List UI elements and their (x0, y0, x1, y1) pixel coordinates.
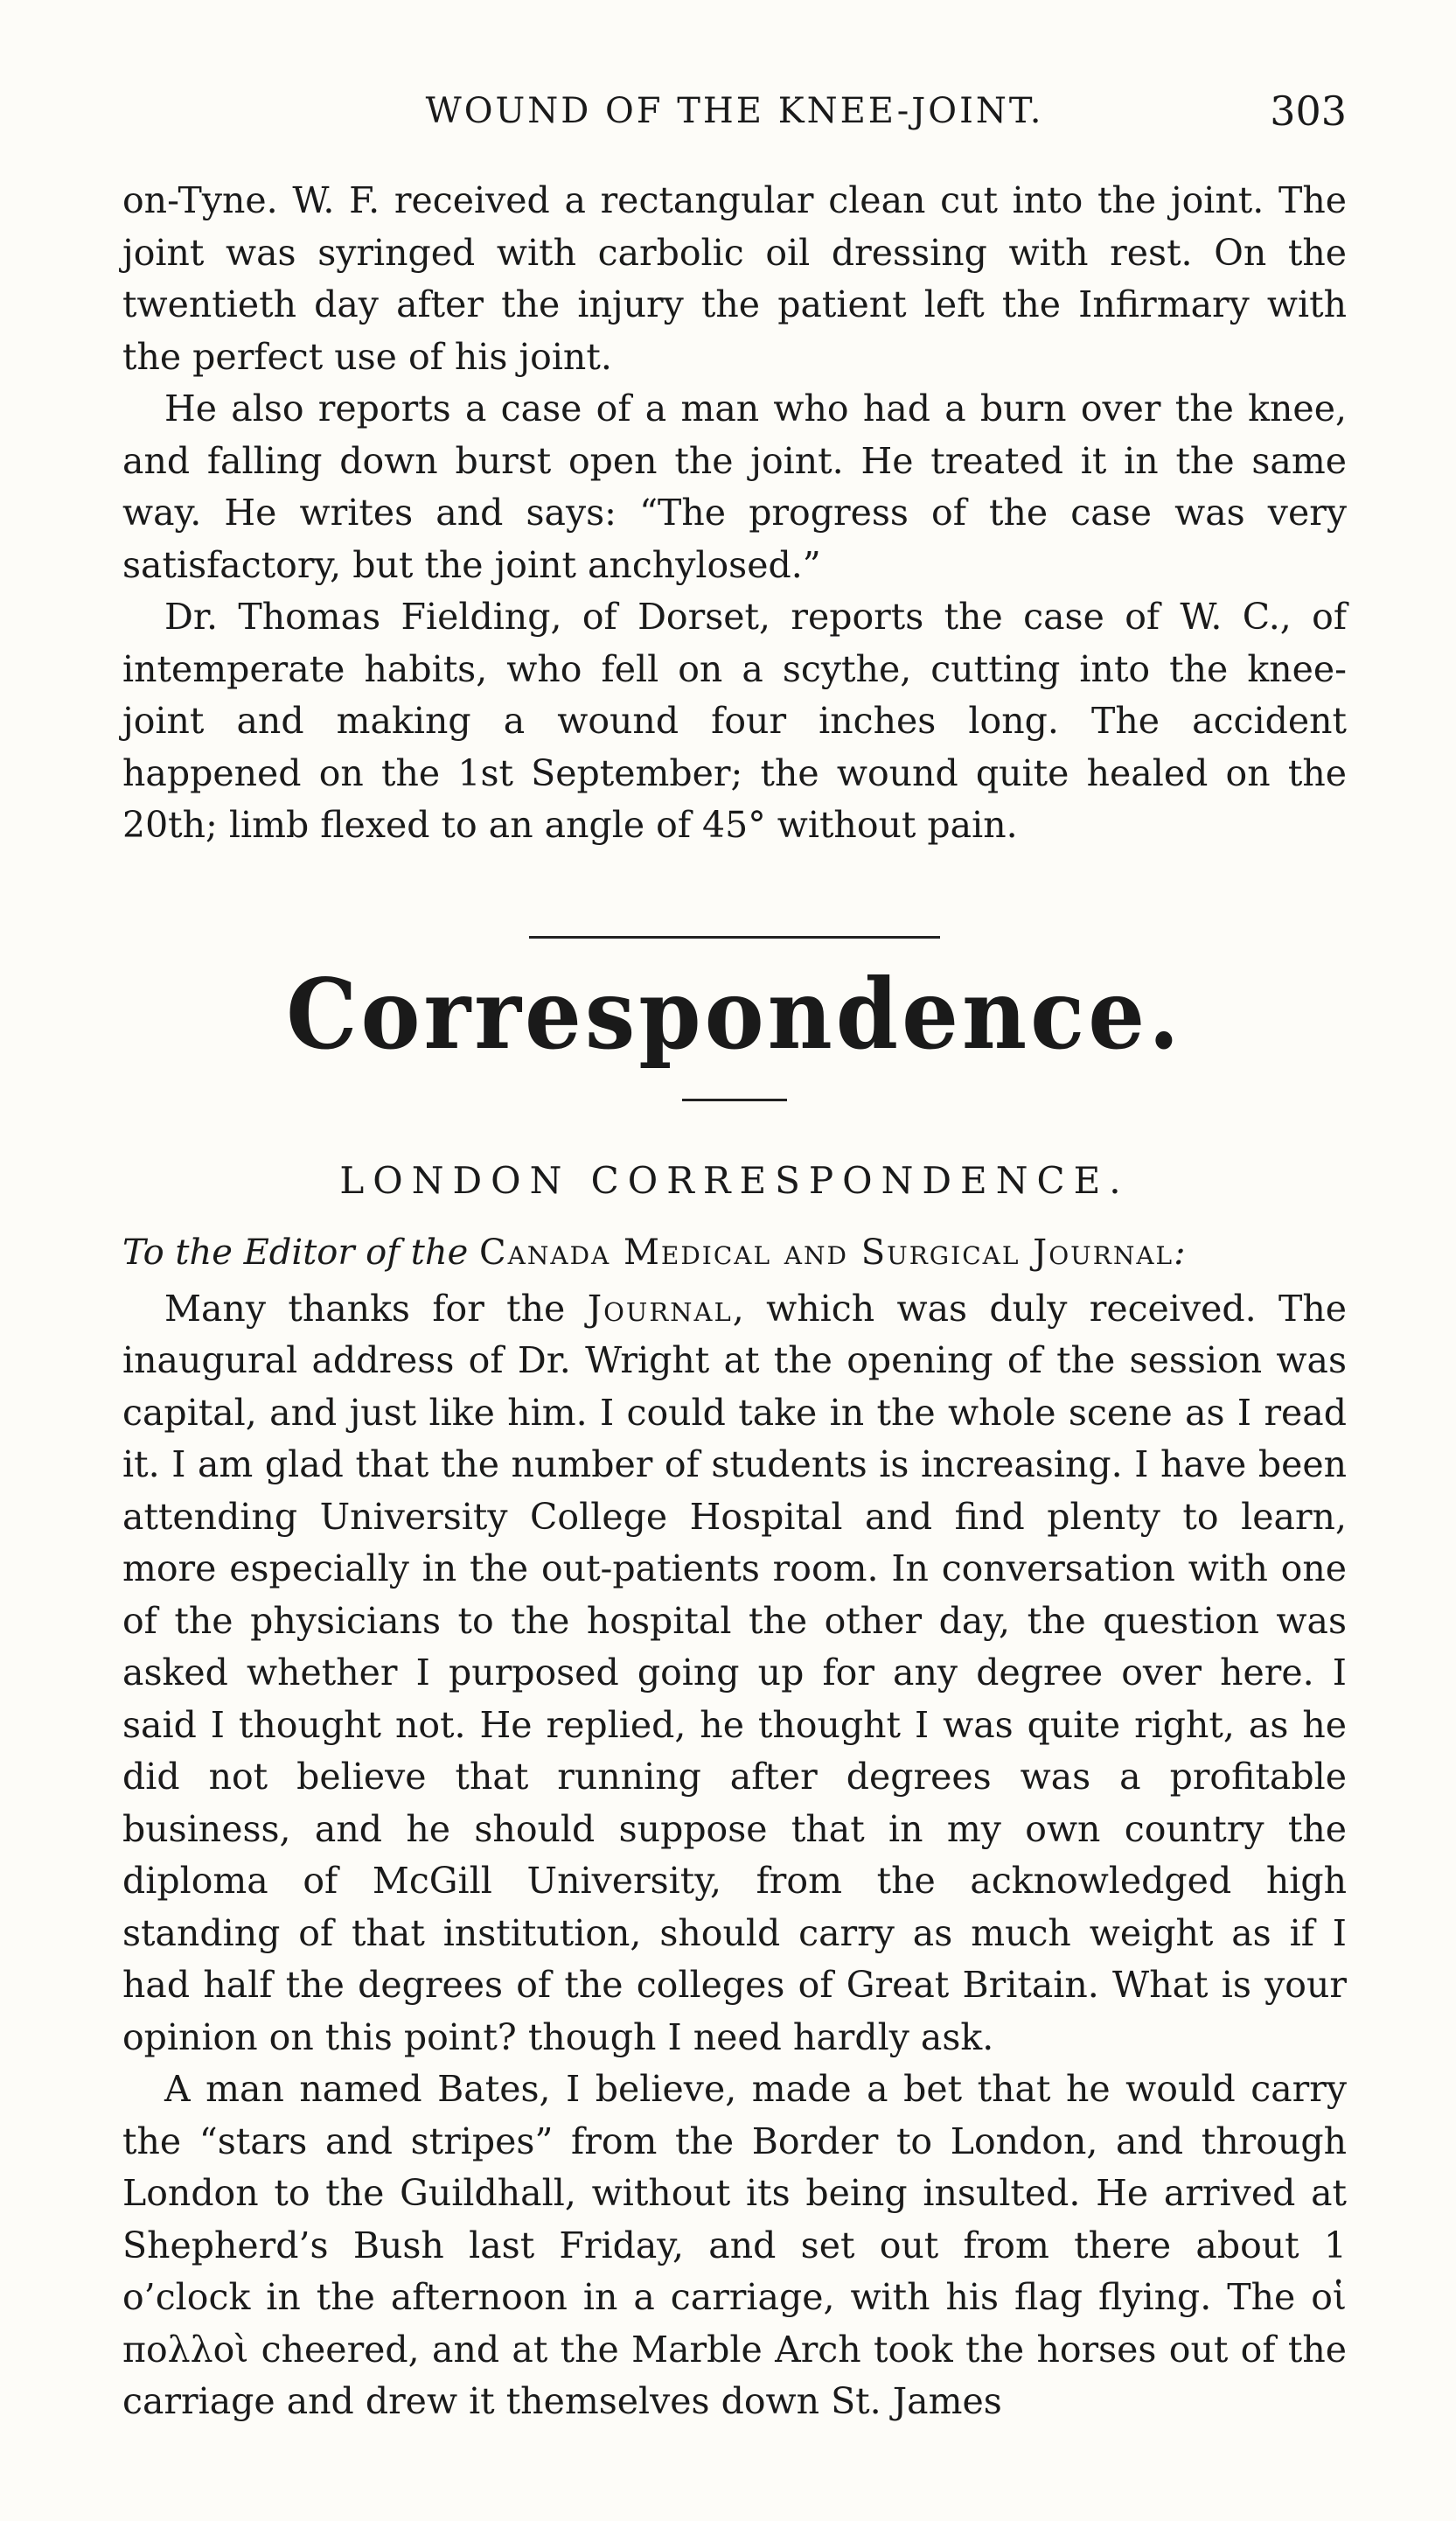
paragraph-knee-case-3: Dr. Thomas Fielding, of Dorset, reports the case of W. C., of intemperate habits, who fell on a scythe, cutting into the knee-joint and making a wound four inches long. The accident happened on the 1st September; the wound quite healed on the 20th; limb flexed to an angle of 45° without pain. (122, 596, 1347, 846)
running-title: WOUND OF THE KNEE-JOINT. (425, 91, 1044, 131)
salutation (122, 1227, 1347, 1278)
letter-p1-rest: , which was duly received. The inaugural address of Dr. Wright at the opening of the session was capital, and just like him. I could take in the whole scene as I read it. I am glad that the number of students is increasing. I have been attending University College Hospital and find plenty to learn, more especially in the out-patients room. In conversation with one of the physicians to the hospital the other day, the question was asked whether I purposed going up for any degree over here. I said I thought not. He replied, he thought I was quite right, as he did not believe that running after degrees was a profitable business, and he should suppose that in my own country the diploma of McGill University, from the acknowledged high standing of that institution, should carry as much weight as if I had half the degrees of the colleges of Great Britain. What is your opinion on this point? though I need hardly ask. (122, 1287, 1348, 2058)
page-number: 303 (1270, 87, 1347, 135)
letter-paragraph-2: A man named Bates, I believe, made a bet that he would carry the “stars and stripes” from the Border to London, and through London to the Guildhall, without its being insulted. He arrived at Shepherd’s Bush last Friday, and set out from there about 1 o’clock in the afternoon in a carriage, with his flag flying. The οἱ πολλοὶ cheered, and at the Marble Arch took the horses out of the carriage and drew it themselves down St. James (122, 2068, 1347, 2422)
section-heading: Correspondence. (286, 957, 1183, 1072)
heading-short-rule (682, 1099, 787, 1101)
paragraph-knee-case-1: on-Tyne. W. F. received a rectangular clean cut into the joint. The joint was syringed with carbolic oil dressing with rest. On the twentieth day after the injury the patient left the Infirmary with the perfect use of his joint. (122, 179, 1347, 378)
salutation-prefix: To the Editor of the (122, 1232, 469, 1273)
letter-p1-start: Many thanks for the (164, 1287, 566, 1330)
salutation-journal-name: Canada Medical and Surgical Journal (479, 1232, 1174, 1273)
paragraph-knee-case-2: He also reports a case of a man who had a burn over the knee, and falling down burst open the joint. He treated it in the same way. He writes and says: “The progress of the case was very satisfactory, but the joint anchylosed.” (122, 388, 1347, 586)
running-header (122, 80, 1347, 142)
section-divider-rule (529, 936, 940, 939)
sub-heading: LONDON CORRESPONDENCE. (339, 1158, 1130, 1202)
page-body (122, 175, 1347, 2428)
letter-p1-journal: Journal (587, 1287, 733, 1330)
letter-paragraph-1 (122, 1283, 1347, 2064)
salutation-suffix: : (1174, 1232, 1186, 1273)
